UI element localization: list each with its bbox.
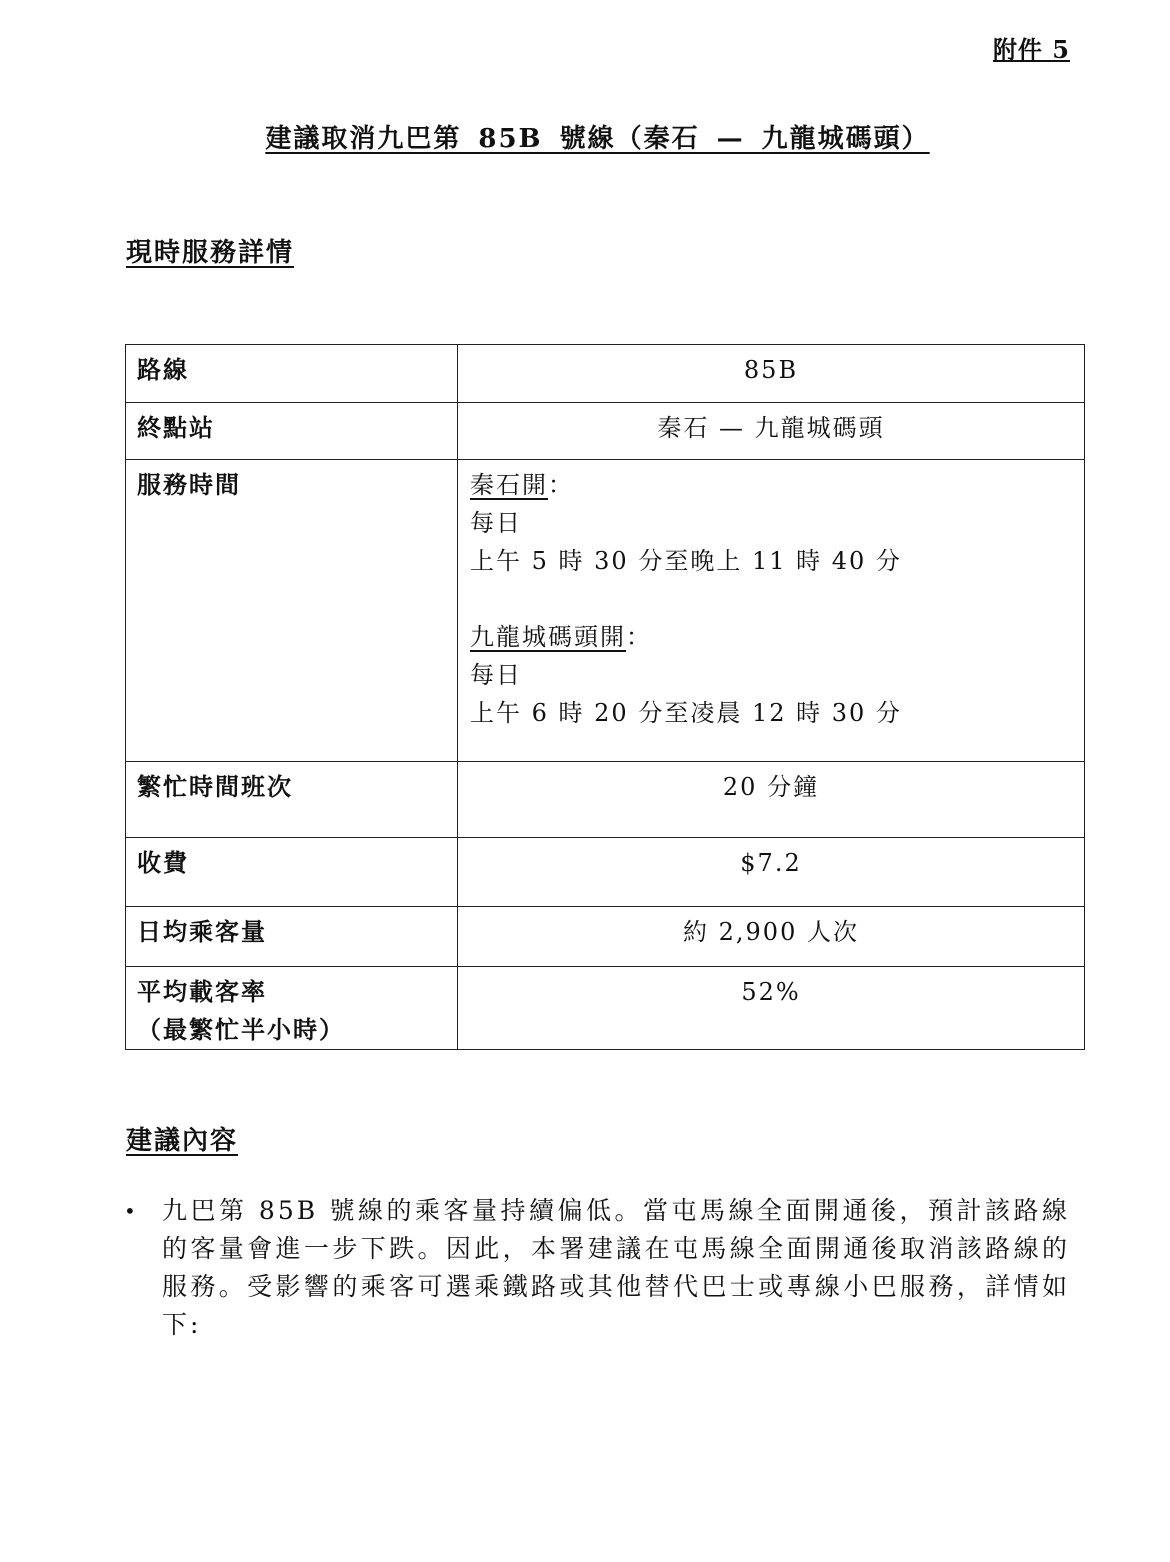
table-row-occupancy [126,967,1085,1050]
hours-spacer [470,580,1074,618]
frequency-value: 20 分鐘 [458,762,1085,838]
hours-time-a: 上午 5 時 30 分至晚上 11 時 40 分 [470,547,902,575]
table-row-service-hours [126,460,1085,762]
bullet-icon: • [124,1199,139,1223]
hours-colon-b: ： [626,623,652,651]
section-heading-current-service: 現時服務詳情 [126,238,295,268]
table-row-fare [126,838,1085,907]
table-row-route [126,345,1085,403]
table-row-patronage [126,907,1085,967]
hours-daily-b: 每日 [470,661,522,689]
fare-label: 收費 [126,838,458,907]
table-row-frequency [126,762,1085,838]
service-hours-value [458,460,1085,762]
frequency-label: 繁忙時間班次 [126,762,458,838]
hours-colon-a: ： [548,471,574,499]
occupancy-label-line-2: （最繁忙半小時） [137,1016,345,1044]
route-label: 路線 [126,345,458,403]
hours-from-a-line [470,466,1074,504]
page-title: 建議取消九巴第 85B 號線（秦石 — 九龍城碼頭） [265,124,930,154]
occupancy-label [126,967,458,1050]
hours-from-a: 秦石開 [470,471,548,499]
fare-value: $7.2 [458,838,1085,907]
patronage-label: 日均乘客量 [126,907,458,967]
service-details-table [125,344,1085,1050]
service-hours-label: 服務時間 [126,460,458,762]
terminus-value: 秦石 — 九龍城碼頭 [458,403,1085,460]
patronage-value: 約 2,900 人次 [458,907,1085,967]
proposal-bullet [120,1192,1070,1344]
hours-daily-a: 每日 [470,509,522,537]
hours-time-b: 上午 6 時 20 分至凌晨 12 時 30 分 [470,699,902,727]
route-value: 85B [458,345,1085,403]
terminus-label: 終點站 [126,403,458,460]
section-heading-proposal: 建議內容 [126,1126,239,1156]
annex-label: 附件 5 [992,35,1070,64]
hours-from-b: 九龍城碼頭開 [470,623,626,651]
proposal-text: 九巴第 85B 號線的乘客量持續偏低。當屯馬線全面開通後，預計該路線的客量會進一步下跌。因此，本署建議在屯馬線全面開通後取消該路線的服務。受影響的乘客可選乘鐵路或其他替代巴士或專線小巴服務，詳情如下: [162,1196,1070,1339]
hours-from-b-line [470,618,1074,656]
occupancy-value: 52% [458,967,1085,1050]
occupancy-label-line-1: 平均載客率 [137,978,267,1006]
table-row-terminus [126,403,1085,460]
